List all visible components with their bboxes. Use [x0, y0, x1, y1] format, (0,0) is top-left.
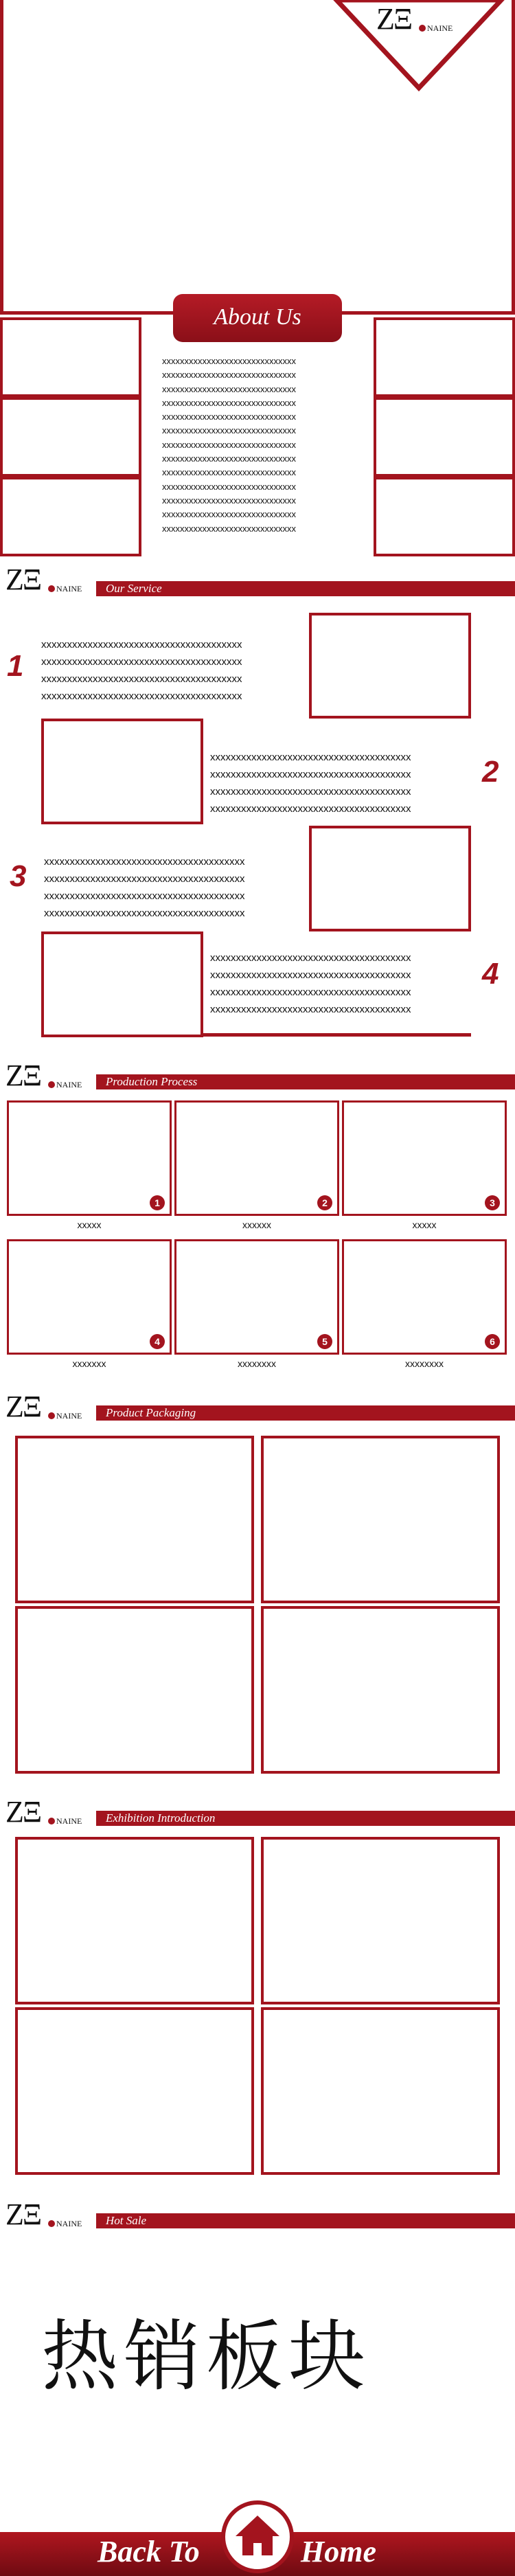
service-text-line: xxxxxxxxxxxxxxxxxxxxxxxxxxxxxxxxxxxxxxx	[41, 673, 242, 685]
exhibition-image-3	[15, 2007, 254, 2175]
section-title-packaging: Product Packaging	[106, 1406, 196, 1419]
section-bar-line	[96, 2213, 515, 2228]
home-circle	[221, 2500, 294, 2573]
logo-mark: ZΞ	[376, 2, 412, 36]
production-step-badge: 2	[317, 1195, 332, 1210]
service-divider-line	[203, 1033, 471, 1037]
section-bar-packaging	[0, 1405, 515, 1421]
about-text-line: xxxxxxxxxxxxxxxxxxxxxxxxxxxxxx	[162, 523, 296, 534]
logo-mark: ZΞ	[5, 1390, 41, 1423]
exhibition-image-1	[15, 1837, 254, 2004]
logo-mark: ZΞ	[5, 2197, 41, 2231]
service-text-line: xxxxxxxxxxxxxxxxxxxxxxxxxxxxxxxxxxxxxxx	[41, 690, 242, 702]
production-step-caption: xxxxxxxx	[405, 1358, 444, 1369]
service-text-line: xxxxxxxxxxxxxxxxxxxxxxxxxxxxxxxxxxxxxxx	[210, 1004, 411, 1015]
production-step-6-image	[342, 1239, 507, 1355]
service-number-2: 2	[482, 755, 499, 789]
about-right-image-1	[374, 317, 515, 397]
section-title-service: Our Service	[106, 582, 162, 595]
section-bar-hotsale	[0, 2213, 515, 2228]
about-text-line: xxxxxxxxxxxxxxxxxxxxxxxxxxxxxx	[162, 370, 296, 381]
service-number-1: 1	[7, 649, 24, 683]
service-text-line: xxxxxxxxxxxxxxxxxxxxxxxxxxxxxxxxxxxxxxx	[44, 907, 245, 919]
service-text-line: xxxxxxxxxxxxxxxxxxxxxxxxxxxxxxxxxxxxxxx	[44, 856, 245, 868]
production-step-badge: 5	[317, 1334, 332, 1349]
logo-word: NAINE	[56, 1816, 82, 1826]
about-text-line: xxxxxxxxxxxxxxxxxxxxxxxxxxxxxx	[162, 481, 296, 492]
service-text-line: xxxxxxxxxxxxxxxxxxxxxxxxxxxxxxxxxxxxxxx	[210, 803, 411, 815]
logo-word: NAINE	[56, 1411, 82, 1421]
packaging-image-1	[15, 1436, 254, 1603]
about-text-line: xxxxxxxxxxxxxxxxxxxxxxxxxxxxxx	[162, 356, 296, 366]
packaging-image-3	[15, 1606, 254, 1774]
service-image-2	[41, 719, 203, 824]
production-step-1-image	[7, 1100, 172, 1216]
about-text-line: xxxxxxxxxxxxxxxxxxxxxxxxxxxxxx	[162, 495, 296, 506]
service-text-1	[41, 636, 309, 705]
section-title-hotsale: Hot Sale	[106, 2214, 147, 2227]
exhibition-image-4	[261, 2007, 500, 2175]
logo-word: NAINE	[56, 584, 82, 594]
service-text-line: xxxxxxxxxxxxxxxxxxxxxxxxxxxxxxxxxxxxxxx	[210, 986, 411, 998]
brand-logo-top[interactable]	[376, 4, 479, 37]
production-step-4-image	[7, 1239, 172, 1355]
service-text-4	[210, 949, 478, 1018]
production-step-caption: xxxxxx	[242, 1219, 271, 1230]
about-text-line: xxxxxxxxxxxxxxxxxxxxxxxxxxxxxx	[162, 383, 296, 394]
logo-mark: ZΞ	[5, 1059, 41, 1092]
production-step-badge: 1	[150, 1195, 165, 1210]
hotsale-placeholder-text: 热销板块	[41, 2312, 371, 2402]
production-step-5-image	[174, 1239, 339, 1355]
about-text-line: xxxxxxxxxxxxxxxxxxxxxxxxxxxxxx	[162, 453, 296, 464]
about-text-line: xxxxxxxxxxxxxxxxxxxxxxxxxxxxxx	[162, 397, 296, 408]
section-bar-exhibition	[0, 1811, 515, 1826]
service-text-line: xxxxxxxxxxxxxxxxxxxxxxxxxxxxxxxxxxxxxxx	[41, 656, 242, 668]
about-title: About Us	[214, 304, 301, 330]
section-bar-service	[0, 581, 515, 596]
section-title-exhibition: Exhibition Introduction	[106, 1811, 216, 1824]
logo-dot	[419, 25, 426, 32]
about-text-line: xxxxxxxxxxxxxxxxxxxxxxxxxxxxxx	[162, 467, 296, 478]
about-body-text	[162, 354, 354, 536]
service-image-4	[41, 931, 203, 1037]
service-image-3	[309, 826, 471, 931]
about-left-image-2	[0, 397, 141, 477]
production-step-3-image	[342, 1100, 507, 1216]
logo-mark: ZΞ	[5, 1795, 41, 1829]
service-text-3	[44, 853, 312, 922]
section-title-production: Production Process	[106, 1075, 198, 1088]
production-step-2-image	[174, 1100, 339, 1216]
logo-word: NAINE	[56, 2219, 82, 2228]
service-number-4: 4	[482, 957, 499, 991]
about-text-line: xxxxxxxxxxxxxxxxxxxxxxxxxxxxxx	[162, 425, 296, 436]
service-text-line: xxxxxxxxxxxxxxxxxxxxxxxxxxxxxxxxxxxxxxx	[210, 786, 411, 798]
home-icon	[234, 2513, 281, 2560]
production-step-badge: 6	[485, 1334, 500, 1349]
about-right-image-3	[374, 477, 515, 556]
about-left-image-1	[0, 317, 141, 397]
packaging-image-4	[261, 1606, 500, 1774]
home-label: Home	[301, 2535, 376, 2568]
production-step-caption: xxxxxxxx	[238, 1358, 276, 1369]
production-step-caption: xxxxx	[412, 1219, 437, 1230]
section-bar-production	[0, 1074, 515, 1089]
about-text-line: xxxxxxxxxxxxxxxxxxxxxxxxxxxxxx	[162, 509, 296, 520]
service-text-line: xxxxxxxxxxxxxxxxxxxxxxxxxxxxxxxxxxxxxxx	[210, 752, 411, 763]
production-step-badge: 4	[150, 1334, 165, 1349]
about-title-pill[interactable]	[173, 294, 342, 342]
production-step-caption: xxxxxxx	[72, 1358, 106, 1369]
packaging-image-2	[261, 1436, 500, 1603]
production-step-caption: xxxxx	[77, 1219, 102, 1230]
back-to-home-button[interactable]	[0, 2494, 515, 2576]
about-text-line: xxxxxxxxxxxxxxxxxxxxxxxxxxxxxx	[162, 439, 296, 450]
service-text-line: xxxxxxxxxxxxxxxxxxxxxxxxxxxxxxxxxxxxxxx	[210, 952, 411, 964]
service-text-line: xxxxxxxxxxxxxxxxxxxxxxxxxxxxxxxxxxxxxxx	[44, 890, 245, 902]
about-text-line: xxxxxxxxxxxxxxxxxxxxxxxxxxxxxx	[162, 411, 296, 422]
logo-word: NAINE	[56, 1080, 82, 1089]
service-text-line: xxxxxxxxxxxxxxxxxxxxxxxxxxxxxxxxxxxxxxx	[41, 639, 242, 651]
service-text-line: xxxxxxxxxxxxxxxxxxxxxxxxxxxxxxxxxxxxxxx	[44, 873, 245, 885]
logo-mark: ZΞ	[5, 563, 41, 596]
service-text-line: xxxxxxxxxxxxxxxxxxxxxxxxxxxxxxxxxxxxxxx	[210, 769, 411, 780]
production-step-badge: 3	[485, 1195, 500, 1210]
logo-word: NAINE	[427, 23, 453, 33]
exhibition-image-2	[261, 1837, 500, 2004]
service-text-2	[210, 749, 478, 817]
service-text-line: xxxxxxxxxxxxxxxxxxxxxxxxxxxxxxxxxxxxxxx	[210, 969, 411, 981]
about-left-image-3	[0, 477, 141, 556]
back-to-label: Back To	[98, 2535, 200, 2568]
service-image-1	[309, 613, 471, 719]
service-number-3: 3	[10, 859, 27, 893]
about-right-image-2	[374, 397, 515, 477]
